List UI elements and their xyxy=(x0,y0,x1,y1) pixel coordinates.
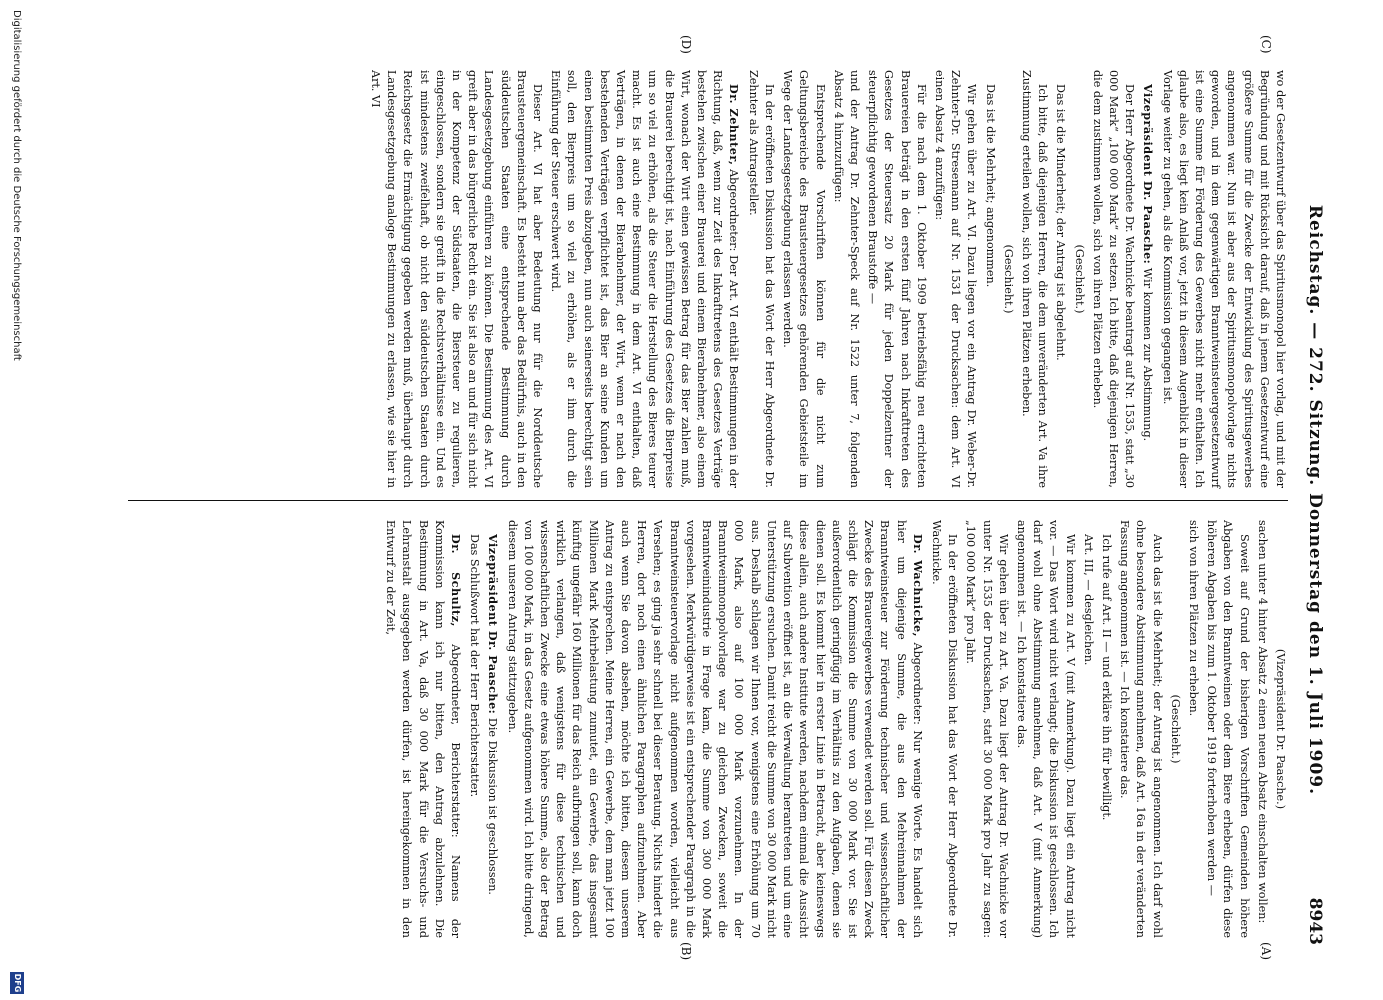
page-header xyxy=(1293,55,1333,945)
quoted-motion: Soweit auf Grund der bisherigen Vorschriften Gemeinden höhere Abgaben von den Branntweinen oder dem Biere erheben, dürfen diese höheren Abgaben bis zum 1. Oktober 1919 forterhoben werden — xyxy=(1205,520,1251,938)
paragraph: Ich bitte, daß diejenigen Herren, die dem unveränderten Art. Va ihre Zustimmung erteilen wollen, sich von ihren Plätzen erheben. xyxy=(1019,70,1050,488)
column-divider xyxy=(128,500,1288,501)
paragraph: Dieser Art. VI hat aber Bedeutung nur für die Norddeutsche Brausteuergemeinschaft. Es besteht nun aber das Bedürfnis, auch in den süddeutschen Staaten eine entsprechende Bestimmung durch Landesgesetzgebung einführen zu können. Die Bestimmung des Art. VI greift aber in das bürgerliche Recht ein. Sie ist also an und für sich nicht in der Kompetenz der Südstaaten, die Biersteuer zu regulieren, eingeschlossen, sondern sie greift in die Rechtsverhältnisse ein. Und es ist mindestens zweifelhaft, ob nicht den süddeutschen Staaten durch Reichsgesetz die Ermächtigung gegeben werden muß, überhaupt durch Landesgesetzgebung analoge Bestimmungen zu erlassen, wie sie hier in Art. VI xyxy=(369,70,545,488)
speaker-name: Dr. Wachnicke, xyxy=(910,534,925,638)
paragraph: und der Antrag Dr. Zehnter-Speck auf Nr. 1522 unter 7, folgenden Absatz 4 hinzuzufügen: xyxy=(831,70,861,488)
margin-marker-c: (C) xyxy=(1259,35,1273,54)
text-column-left xyxy=(365,70,1288,488)
page-number: 8943 xyxy=(1305,897,1325,945)
paragraph: wo der Gesetzentwurf über das Spiritusmonopol hier vorlag, und mit der Begründung und mit Rücksicht darauf, daß in jenem Gesetzentwurf eine größere Summe für die Zwecke der Entwicklung des Spiritusgewerbes angenommen war. Nun ist aber aus der Spiritusmonopolvorlage nichts geworden, und in dem gegenwärtigen Branntweinsteuergesetzentwurf ist eine Summe für Förderung des Gewerbes nicht mehr enthalten. Ich glaube also, es liegt kein Anlaß vor, jetzt in diesem Augenblick in dieser Vorlage weiter zu gehen, als die Kommission gegangen ist. xyxy=(1160,70,1287,488)
paragraph: Auch das ist die Mehrheit; der Antrag ist angenommen. Ich darf wohl ohne besondere Abstimmung annehmen, daß Art. 16a in der veränderten Fassung angenommen ist. — Ich konstatiere das. xyxy=(1118,520,1164,938)
quoted-motion: Entsprechende Vorschriften können für die nicht zum Geltungsbereiche des Brausteuergesetzes gehörenden Gebietsteile im Wege der Landesgesetzgebung erlassen werden. xyxy=(781,70,827,488)
quoted-motion: Für die nach dem 1. Oktober 1909 betriebsfähig neu errichteten Brauereien beträgt in den ersten fünf Jahren nach Inkrafttreten des Gesetzes der Steuersatz 20 Mark für jeden Doppelzentner der steuerpflichtig gewordenen Braustoffe — xyxy=(866,70,928,488)
speaker-name: Vizepräsident Dr. Paasche: xyxy=(1141,84,1156,265)
speech-text: Abgeordneter, Berichterstatter: Namens der Kommission kann ich nur bitten, den Antrag abzulehnen. Die Bestimmung in Art. Va, daß 30 000 Mark für die Versuchs- und Lehranstalt ausgegeben werden dürfen, ist hereingekommen in den Entwurf zu der Zeit, xyxy=(384,520,463,938)
dfg-logo-icon: DFG xyxy=(10,972,24,994)
running-speaker: (Vizepräsident Dr. Paasche.) xyxy=(1274,648,1287,810)
speaker-name: Dr. Schultz, xyxy=(449,534,464,627)
margin-marker-b: (B) xyxy=(679,942,693,961)
paragraph: Wir gehen über zu Art. Va. Dazu liegt der Antrag Dr. Wachnicke vor unter Nr. 1535 der Drucksachen, statt 30 000 Mark pro Jahr zu sagen: „100 000 Mark“ pro Jahr. xyxy=(964,520,1010,938)
paragraph: sich von ihren Plätzen zu erheben. xyxy=(1186,520,1200,717)
stage-direction: (Geschieht.) xyxy=(1072,244,1086,314)
speech-text: Abgeordneter: Nur wenige Worte. Es handelt sich hier um diejenige Summe, die aus den Mehreinnahmen der Branntweinsteuer zur Förderung technischer und wissenschaftlicher Zwecke des Brauereigewerbes verwendet werden soll. Für diesen Zweck schlägt die Kommission die Summe von 30 000 Mark vor. Sie ist außerordentlich geringfügig im Verhältnis zu den Aufgaben, denen sie dienen soll. Es kommt hier in erster Linie in Betracht, aber keineswegs diese allein, auch andere Institute werden, nachdem einmal die Aussicht auf Subvention eröffnet ist, an die Verwaltung herantreten und um eine Unterstützung ersuchen. Damit reicht die Summe von 30 000 Mark nicht aus. Deshalb schlagen wir Ihnen vor, wenigstens eine Erhöhung um 70 000 Mark, also auf 100 000 Mark vorzunehmen. In der Branntweinmonopolvorlage war zu gleichen Zwecken, soweit die Branntweinindustrie in Frage kam, die Summe von 300 000 Mark vorgesehen. Merkwürdigerweise ist ein entsprechender Paragraph in die Branntweinsteuervorlage nicht aufgenommen worden, vielleicht aus Versehen; es ging ja sehr schnell bei dieser Beratung. Nichts hindert die Herren, dort noch einen ähnlichen Paragraphen aufzunehmen. Aber auch wenn Sie davon absehen, möchte ich bitten, diesem unserem Antrag zu entsprechen. Meine Herren, ein Gewerbe, dem man jetzt 100 Millionen Mark Mehrbelastung zumutet, ein Gewerbe, das insgesamt künftig ungefähr 160 Millionen für das Reich aufbringen soll, kann doch wirklich verlangen, daß wenigstens für diese technischen und wissenschaftlichen Zwecke eine etwas höhere Summe, also der Betrag von 100 000 Mark, in das Gesetz aufgenommen wird. Ich bitte dringend, diesem unseren Antrag stattzugeben. xyxy=(505,520,924,938)
paragraph: Das ist die Mehrheit; angenommen. xyxy=(983,84,997,288)
margin-marker-d: (D) xyxy=(679,35,693,54)
speech-text: Wir kommen zur Abstimmung. xyxy=(1141,264,1155,442)
paragraph xyxy=(484,520,501,938)
speech-text: Die Diskussion ist geschlossen. xyxy=(486,714,500,895)
paragraph: Art. III, — desgleichen. xyxy=(1081,534,1095,666)
paragraph: Das Schlußwort hat der Herr Berichterstatter. xyxy=(468,534,482,798)
paragraph: Das ist die Minderheit; der Antrag ist abgelehnt. xyxy=(1054,84,1068,361)
paragraph xyxy=(547,70,742,488)
speech-text: Abgeordneter: Der Art. VI enthält Bestimmungen in der Richtung, daß, wenn zur Zeit des Inkrafttretens des Gesetzes Verträge bestehen zwischen einer Brauerei und einem Bierabnehmer, also einem Wirt, wonach der Wirt einen gewissen Betrag für das Bier zahlen muß, die Brauerei berechtigt ist, nach Einführung des Gesetzes die Bierpreise um so viel zu erhöhen, als die Steuer die Herstellung des Bieres teurer macht. Es ist auch eine Bestimmung in dem Art. VI enthalten, daß Verträgen, in denen der Bierabnehmer, der Wirt, wenn er nach den bestehenden Verträgen verpflichtet ist, das Bier an seine Kunden um einen bestimmten Preis abzugeben, nun auch seinerseits berechtigt sein soll, den Bierpreis um so viel zu erhöhen, als er ihm durch die Einführung der Steuer erschwert wird. xyxy=(549,70,741,488)
speaker-name: Dr. Zehnter, xyxy=(727,84,742,166)
paragraph xyxy=(1139,70,1156,488)
digitization-footer xyxy=(0,0,36,1000)
speaker-name: Vizepräsident Dr. Paasche: xyxy=(486,534,501,715)
paragraph: Wir gehen über zu Art. VI. Dazu liegen vor ein Antrag Dr. Weber-Dr. Zehnter-Dr. Stresemann auf Nr. 1531 der Drucksachen: dem Art. VI einen Absatz 4 anzufügen: xyxy=(932,70,979,488)
paragraph: sachen unter 4 hinter Absatz 2 einen neuen Absatz einschalten wollen: xyxy=(1255,520,1269,924)
paragraph xyxy=(503,520,925,938)
funding-note: Digitalisierung gefördert durch die Deutsche Forschungsgemeinschaft xyxy=(11,10,22,361)
paragraph: Ich rufe auf Art. II — und erkläre ihn für bewilligt. xyxy=(1099,534,1113,821)
stage-direction: (Geschieht.) xyxy=(1168,694,1182,764)
paragraph: In der eröffneten Diskussion hat das Wort der Herr Abgeordnete Dr. Wachnicke. xyxy=(929,520,960,938)
paragraph: Der Herr Abgeordnete Dr. Wachnicke beantragt auf Nr. 1535, statt „30 000 Mark“ „100 000 Mark“ zu setzen. Ich bitte, daß diejenigen Herren, die dem zustimmen wollen, sich von ihren Plätzen erheben. xyxy=(1090,70,1137,488)
text-column-right xyxy=(380,520,1288,938)
stage-direction: (Geschieht.) xyxy=(1001,244,1015,314)
margin-marker-a: (A) xyxy=(1259,942,1273,961)
page-title: Reichstag. — 272. Sitzung. Donnerstag den 1. Juli 1909. xyxy=(1305,204,1325,796)
paragraph xyxy=(382,520,464,938)
paragraph: In der eröffneten Diskussion hat das Wort der Herr Abgeordnete Dr. Zehnter als Antragsteller. xyxy=(746,70,776,488)
paragraph: Wir kommen zu Art. V (mit Anmerkung). Dazu liegt ein Antrag nicht vor. — Das Wort wird nicht verlangt; die Diskussion ist geschlossen. Ich darf wohl ohne Abstimmung annehmen, daß Art. V (mit Anmerkung) angenommen ist. — Ich konstatiere das. xyxy=(1014,520,1077,938)
